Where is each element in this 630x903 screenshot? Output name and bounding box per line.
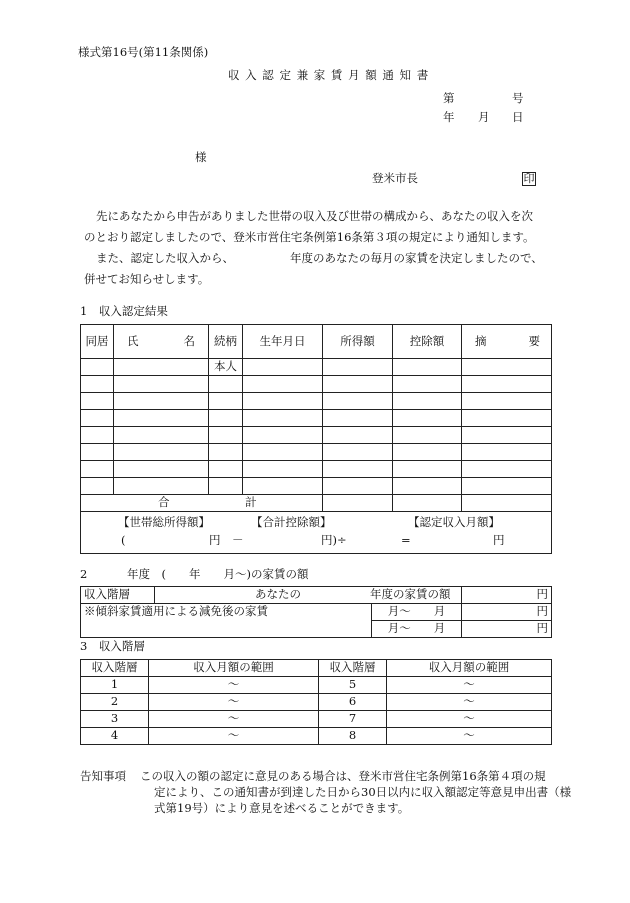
range-header-right: 収入月額の範囲 [387, 660, 552, 677]
table-row [81, 376, 552, 393]
notice-line-3: 式第19号）により意見を述べることができます。 [154, 801, 410, 815]
table-row [81, 444, 552, 461]
document-title: 収 入 認 定 兼 家 賃 月 額 通 知 書 [228, 68, 430, 82]
rent-yen-3: 円 [462, 621, 552, 638]
rent-period-1: 月～ 月 [372, 604, 462, 621]
number-go: 号 [512, 91, 524, 105]
self-label: 本人 [209, 359, 243, 376]
table-row [81, 410, 552, 427]
table-row [81, 677, 552, 694]
header-birthdate: 生年月日 [243, 325, 323, 359]
summary-deduction: 【合計控除額】 [251, 515, 332, 529]
header-name-given: 名 [183, 333, 195, 348]
summary-gross: 【世帯総所得額】 [118, 515, 210, 529]
level-cell: 5 [319, 677, 387, 694]
summary-paren-open: ( [121, 533, 126, 547]
section2-heading-num: 2 [80, 567, 88, 581]
table-row [81, 461, 552, 478]
level-header-left: 収入階層 [81, 660, 149, 677]
level-cell: 3 [81, 711, 149, 728]
body-line-1: 先にあなたから申告がありました世帯の収入及び世帯の構成から、あなたの収入を次 [96, 209, 533, 223]
header-deduction: 控除額 [393, 325, 462, 359]
summary-certified: 【認定収入月額】 [408, 515, 500, 529]
date-year: 年 [443, 110, 455, 124]
rent-period-2: 月～ 月 [372, 621, 462, 638]
range-cell: ～ [149, 694, 319, 711]
table-row [81, 427, 552, 444]
range-cell: ～ [387, 677, 552, 694]
table-row [81, 478, 552, 495]
total-label [81, 495, 323, 512]
rent-row-1 [81, 587, 552, 604]
notice-line-1: この収入の額の認定に意見のある場合は、登米市営住宅条例第16条第４項の規 [140, 769, 546, 783]
table-row [81, 359, 552, 376]
rent-table [80, 586, 552, 638]
header-cohabit: 同居 [81, 325, 114, 359]
table-row [81, 728, 552, 745]
rent-level-label: 収入階層 [81, 587, 155, 604]
summary-yen-div: 円)÷ [321, 533, 347, 547]
total-label-b: 計 [245, 495, 257, 510]
range-header-left: 収入月額の範囲 [149, 660, 319, 677]
range-cell: ～ [387, 694, 552, 711]
table-row [81, 711, 552, 728]
summary-row [81, 512, 552, 554]
income-certification-table [80, 324, 552, 554]
level-cell: 6 [319, 694, 387, 711]
header-remarks [462, 325, 552, 359]
table-header-row [81, 325, 552, 359]
body-line-2: のとおり認定しましたので、登米市営住宅条例第16条第３項の規定により通知します。 [84, 230, 535, 244]
header-remarks-b: 要 [528, 333, 540, 348]
reduced-rent-label: ※傾斜家賃適用による減免後の家賃 [81, 604, 372, 638]
rent-row-2 [81, 604, 552, 621]
level-header-right: 収入階層 [319, 660, 387, 677]
number-dai: 第 [443, 91, 455, 105]
header-relation: 続柄 [209, 325, 243, 359]
body-line-3a: また、認定した収入から、 [96, 251, 234, 265]
section1-heading: 1 収入認定結果 [80, 304, 168, 318]
notice-label: 告知事項 [80, 769, 126, 783]
level-cell: 7 [319, 711, 387, 728]
income-level-table [80, 659, 552, 745]
header-name-family: 氏 [127, 333, 139, 348]
summary-cell [81, 512, 552, 554]
body-line-3b: 年度のあなたの毎月の家賃を決定しましたので、 [290, 251, 543, 265]
level-cell: 4 [81, 728, 149, 745]
rent-yen-2: 円 [462, 604, 552, 621]
issuer-name: 登米市長 [372, 171, 418, 185]
rent-year-label: あなたの 年度の家賃の額 [155, 587, 462, 604]
range-cell: ～ [149, 677, 319, 694]
range-cell: ～ [149, 728, 319, 745]
notice-line-2: 定により、この通知書が到達した日から30日以内に収入額認定等意見申出書（様 [154, 785, 572, 799]
form-number: 様式第16号(第11条関係) [78, 45, 209, 59]
date-day: 日 [512, 110, 524, 124]
total-row [81, 495, 552, 512]
level-cell: 8 [319, 728, 387, 745]
summary-equals: = [401, 533, 411, 547]
section3-heading: 3 収入階層 [80, 639, 145, 653]
header-name [114, 325, 209, 359]
date-month: 月 [478, 110, 490, 124]
header-income: 所得額 [323, 325, 393, 359]
range-cell: ～ [149, 711, 319, 728]
range-cell: ～ [387, 711, 552, 728]
range-cell: ～ [387, 728, 552, 745]
header-remarks-a: 摘 [475, 333, 487, 348]
level-header-row [81, 660, 552, 677]
total-label-a: 合 [158, 495, 170, 510]
body-line-4: 併せてお知らせします。 [84, 272, 210, 286]
addressee-suffix: 様 [195, 150, 207, 164]
summary-yen-minus: 円 － [209, 533, 244, 547]
table-row [81, 694, 552, 711]
level-cell: 1 [81, 677, 149, 694]
rent-yen-1: 円 [462, 587, 552, 604]
seal-box: 印 [523, 172, 535, 185]
table-row [81, 393, 552, 410]
summary-yen-end: 円 [493, 533, 505, 547]
section2-heading-text: 年度 ( 年 月～)の家賃の額 [127, 567, 309, 581]
level-cell: 2 [81, 694, 149, 711]
